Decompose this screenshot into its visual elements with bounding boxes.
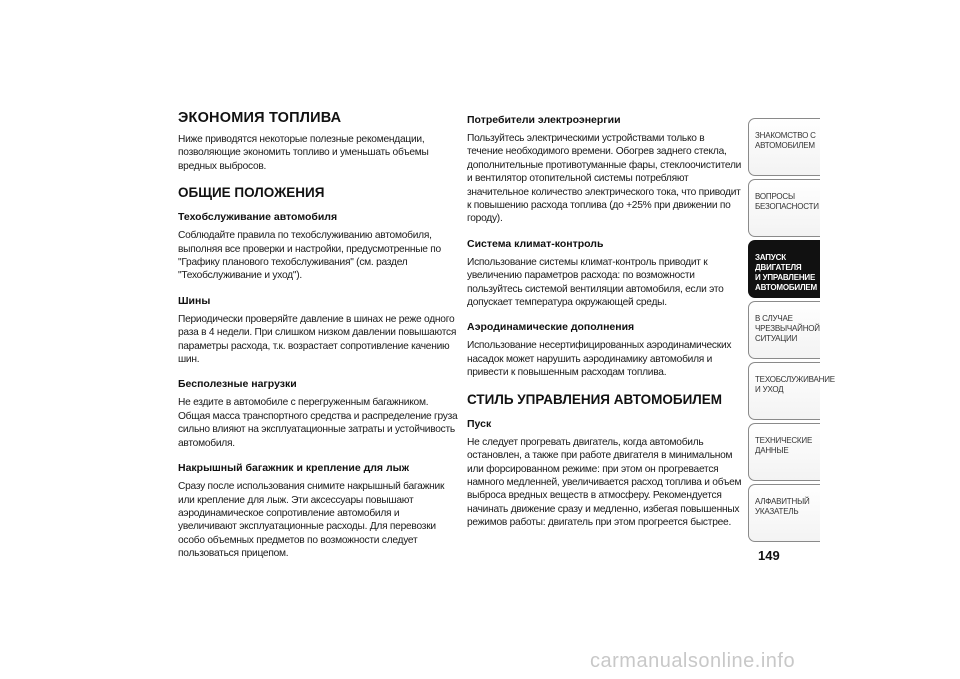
watermark: carmanualsonline.info [590,650,796,672]
heading-aero-addons: Аэродинамические дополнения [467,321,635,334]
paragraph-start: Не следует прогревать двигатель, когда автомобиль остановлен, а также при работе двигателя в минимальном или форсированном режиме: при этом он прогревается намного медленней, увеличивается расход топлива и объем выброса вредных веществ в атмосферу. Рекомендуется начинать движение сразу и медленно, избегая повышенных режимов работы: двигатель при этом прогреется быстрее. [467,436,742,529]
paragraph-electrical-consumers: Пользуйтесь электрическими устройствами только в течение необходимого времени. Обогрев заднего стекла, дополнительные противотуманные фары, стеклоочистители и вентилятор отопительной системы потребляют значительное количество электрического тока, что приводит к повышению расхода топлива (до +25% при движении по городу). [467,133,742,225]
tab-label: ТЕХОБСЛУЖИВАНИЕ И УХОД [755,375,835,394]
paragraph-maintenance: Соблюдайте правила по техобслуживанию автомобиля, выполняя все проверки и настройки, предусмотренные по "Графику планового техобслуживания" (см. раздел "Техобслуживание и уход"). [178,230,441,282]
page-title: ЭКОНОМИЯ ТОПЛИВА [178,110,342,126]
heading-maintenance: Техобслуживание автомобиля [178,211,338,224]
heading-roof-rack: Накрышный багажник и крепление для лыж [178,462,410,475]
paragraph-roof-rack: Сразу после использования снимите накрышный багажник или крепление для лыж. Эти аксессуары повышают аэродинамическое сопротивление автомобиля и увеличивают эксплуатационные расходы. Для перевозки особо объемных предметов по возможности следует пользоваться прицепом. [178,481,445,560]
tab-label: ЗАПУСК ДВИГАТЕЛЯ И УПРАВЛЕНИЕ АВТОМОБИЛЕМ [755,253,817,292]
paragraph-useless-loads: Не ездите в автомобиле с перегруженным багажником. Общая масса транспортного средства и распределение груза сильно влияют на эксплуатационные затраты и устойчивость автомобиля. [178,397,458,449]
heading-climate-control: Система климат-контроль [467,237,604,250]
tab-getting-to-know[interactable] [748,118,820,176]
right-column [467,114,742,538]
tab-label: АЛФАВИТНЫЙ УКАЗАТЕЛЬ [755,497,810,516]
chapter-tabs [748,118,835,545]
tab-starting-and-driving[interactable] [748,240,820,298]
heading-electrical-consumers: Потребители электроэнергии [467,114,621,126]
tab-emergency[interactable] [748,301,820,359]
heading-start: Пуск [467,417,492,430]
tab-label: ТЕХНИЧЕСКИЕ ДАННЫЕ [755,436,813,455]
tab-maintenance[interactable] [748,362,835,420]
heading-tyres: Шины [178,294,211,307]
left-column [178,110,458,573]
paragraph-aero-addons: Использование несертифицированных аэродинамических насадок может нарушить аэродинамику автомобиля и привести к повышенным расходам топлива. [467,340,732,379]
tab-index[interactable] [748,484,820,542]
heading-useless-loads: Бесполезные нагрузки [178,378,297,391]
tab-technical-data[interactable] [748,423,820,481]
paragraph-climate-control: Использование системы климат-контроль приводит к увеличению параметров расхода: по возможности пользуйтесь системой вентиляции автомобиля, если это допускает температура окружающей среды. [467,256,724,309]
tab-label: ЗНАКОМСТВО С АВТОМОБИЛЕМ [755,131,816,150]
page-number: 149 [758,548,780,563]
paragraph-tyres: Периодически проверяйте давление в шинах не реже одного раза в 4 недели. При слишком низком давлении повышаются параметры расхода, т.к. возрастает сопротивление качению шин. [178,313,457,366]
section-title-driving-style: СТИЛЬ УПРАВЛЕНИЯ АВТОМОБИЛЕМ [467,391,723,407]
intro-paragraph: Ниже приводятся некоторые полезные рекомендации, позволяющие экономить топливо и уменьшать объемы вредных выбросов. [178,134,429,172]
tab-label: ВОПРОСЫ БЕЗОПАСНОСТИ [755,192,819,211]
section-title-general: ОБЩИЕ ПОЛОЖЕНИЯ [178,185,325,201]
tab-label: В СЛУЧАЕ ЧРЕЗВЫЧАЙНОЙ СИТУАЦИИ [755,314,820,343]
tab-safety[interactable] [748,179,820,237]
